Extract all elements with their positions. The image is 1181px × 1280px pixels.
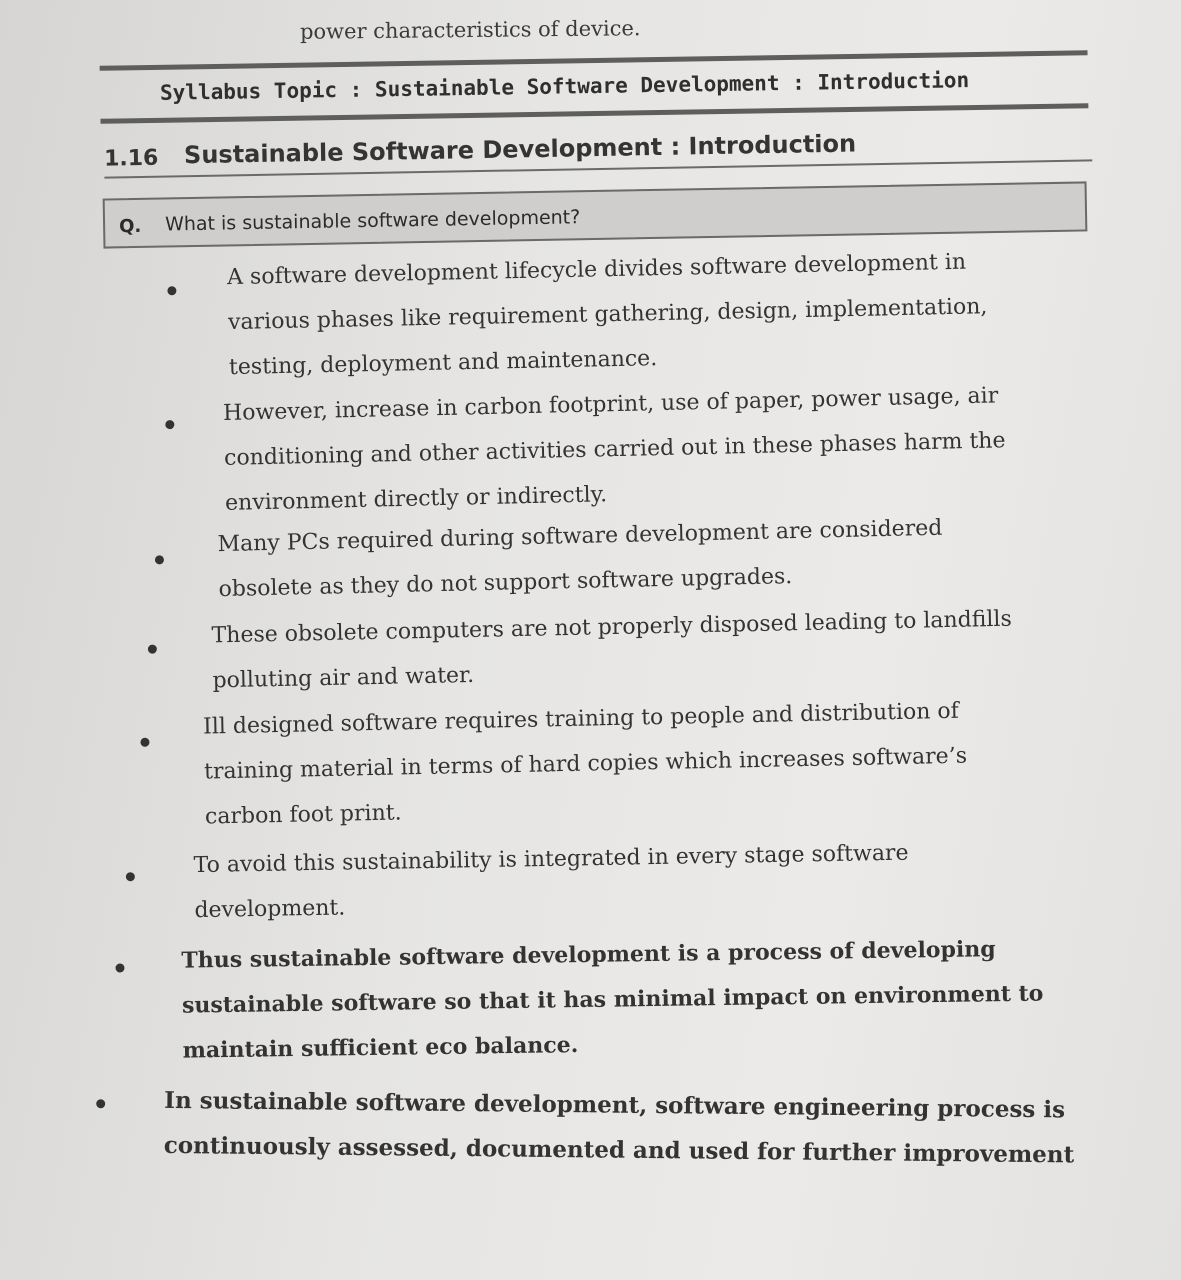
text-line: training material in terms of hard copies which increases software’s xyxy=(203,743,968,785)
text-line: obsolete as they do not support software upgrades. xyxy=(218,564,793,603)
text-line: development. xyxy=(194,895,346,924)
question-label: Q. xyxy=(118,215,142,238)
bullet-dot xyxy=(140,738,149,747)
text-line: In sustainable software development, software engineering process is xyxy=(164,1086,1066,1124)
section-heading xyxy=(104,121,1093,178)
text-line: Thus sustainable software development is a process of developing xyxy=(181,936,996,974)
question-text: What is sustainable software development? xyxy=(164,206,581,236)
text-line: To avoid this sustainability is integrated in every stage software xyxy=(193,840,909,879)
previous-text-line: power characteristics of device. xyxy=(299,16,641,44)
bullet-point xyxy=(193,827,1120,933)
bullet-dot xyxy=(165,420,174,429)
text-line: Ill designed software requires training to people and distribution of xyxy=(202,698,960,740)
syllabus-banner xyxy=(100,50,1089,124)
bullet-dot xyxy=(96,1099,105,1108)
bullet-dot xyxy=(167,286,176,295)
text-line: These obsolete computers are not properly disposed leading to landfills xyxy=(211,606,1012,649)
bullet-dot xyxy=(115,963,124,972)
text-line: conditioning and other activities carried out in these phases harm the xyxy=(223,428,1006,471)
bullet-point xyxy=(203,685,1118,839)
text-line: However, increase in carbon footprint, use of paper, power usage, air xyxy=(222,383,999,426)
text-line: carbon foot print. xyxy=(204,800,402,830)
bullet-point xyxy=(181,925,1129,1073)
syllabus-topic-text: Syllabus Topic : Sustainable Software Development : Introduction xyxy=(159,68,970,105)
section-number: 1.16 xyxy=(103,145,159,172)
bullet-dot xyxy=(155,555,164,564)
bullet-dot xyxy=(148,645,157,654)
text-line: sustainable software so that it has minimal impact on environment to xyxy=(181,980,1044,1019)
text-line: testing, deployment and maintenance. xyxy=(228,346,658,381)
bullet-point xyxy=(217,502,1107,612)
text-line: Many PCs required during software development are considered xyxy=(217,515,943,558)
banner-bottom-rule xyxy=(100,103,1088,124)
bullet-point xyxy=(223,371,1102,526)
text-line: environment directly or indirectly. xyxy=(224,482,608,516)
section-title: Sustainable Software Development : Introduction xyxy=(183,129,857,170)
question-box xyxy=(103,181,1088,248)
bullet-point xyxy=(227,237,1098,390)
text-line: continuously assessed, documented and used for further improvement xyxy=(163,1131,1075,1169)
bullet-point xyxy=(164,1078,1141,1178)
text-line: polluting air and water. xyxy=(212,662,475,694)
text-line: various phases like requirement gathering, design, implementation, xyxy=(227,294,988,336)
bullet-dot xyxy=(126,872,135,881)
text-line: maintain sufficient eco balance. xyxy=(182,1032,579,1064)
bullet-point xyxy=(211,595,1109,704)
text-line: A software development lifecycle divides software development in xyxy=(226,249,967,291)
